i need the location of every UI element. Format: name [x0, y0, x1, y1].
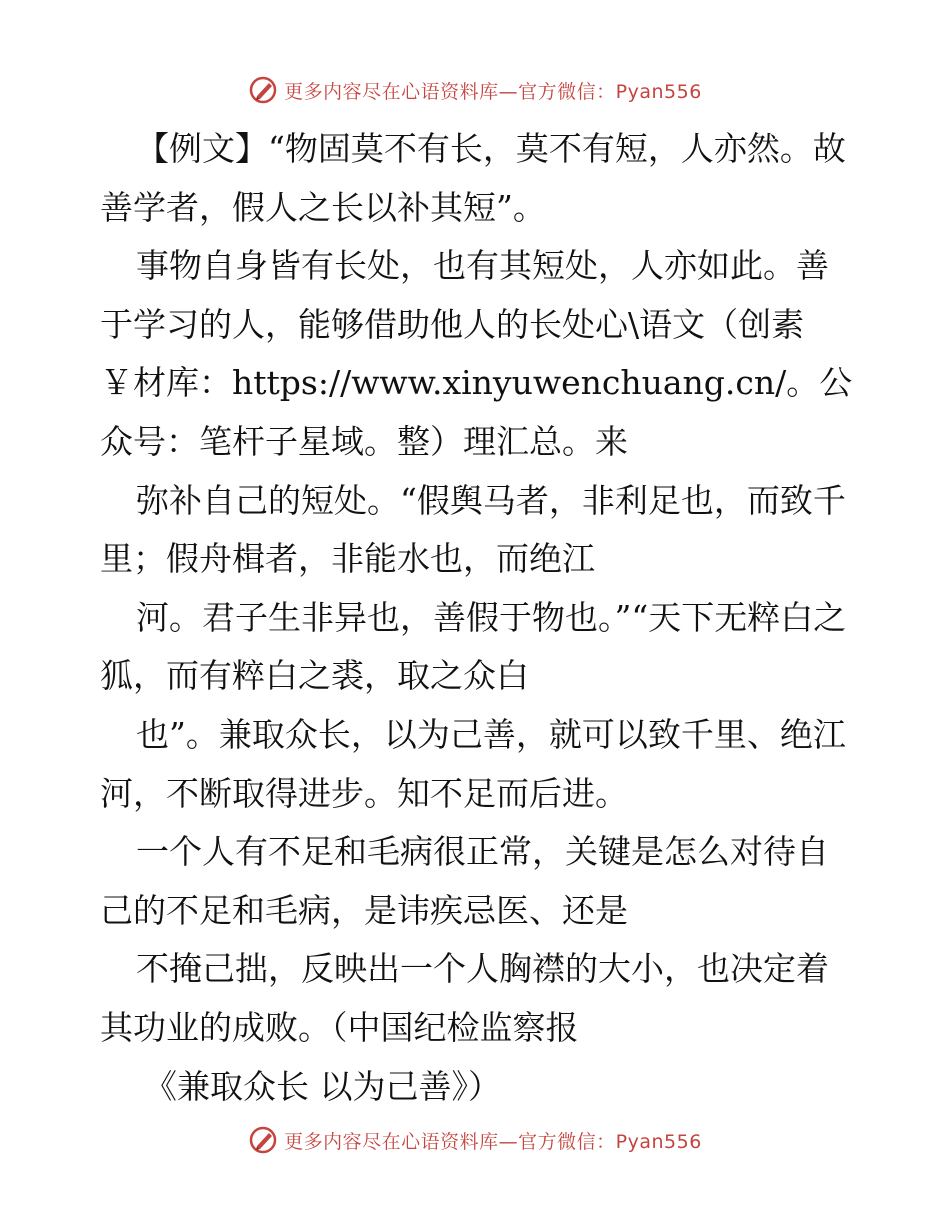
- pen-logo-icon: [248, 75, 278, 105]
- paragraph-1: 【例文】“物固莫不有长，莫不有短，人亦然。故善学者，假人之长以补其短”。: [100, 129, 846, 227]
- paragraph-5: 也”。兼取众长，以为己善，就可以致千里、绝江河，不断取得进步。知不足而后进。: [100, 714, 846, 813]
- paragraph-6: 一个人有不足和毛病很正常，关键是怎么对待自己的不足和毛病，是讳疾忌医、还是: [100, 832, 829, 930]
- watermark-text: 更多内容尽在心语资料库—官方微信：Pyan556: [284, 80, 702, 103]
- footer-watermark: [0, 1120, 950, 1160]
- document-body: [100, 120, 860, 1116]
- paragraph-2: 事物自身皆有长处，也有其短处，人亦如此。善于学习的人，能够借助他人的长处心\语文（创素￥材库：https://www.xinyuwenchuang.cn/。公众号：笔杆子星域。整）理汇总。来: [100, 246, 853, 461]
- watermark-text: 更多内容尽在心语资料库—官方微信：Pyan556: [284, 1130, 702, 1153]
- header-watermark: [0, 70, 950, 110]
- paragraph-8: 《兼取众长 以为己善》）: [144, 1066, 501, 1106]
- paragraph-7: 不掩己拙，反映出一个人胸襟的大小，也决定着其功业的成败。（中国纪检监察报: [100, 949, 829, 1047]
- paragraph-3: 弥补自己的短处。“假舆马者，非利足也，而致千里；假舟楫者，非能水也，而绝江: [100, 480, 846, 579]
- paragraph-4: 河。君子生非异也，善假于物也。”“天下无粹白之狐，而有粹白之裘，取之众白: [100, 597, 847, 696]
- pen-logo-icon: [248, 1125, 278, 1155]
